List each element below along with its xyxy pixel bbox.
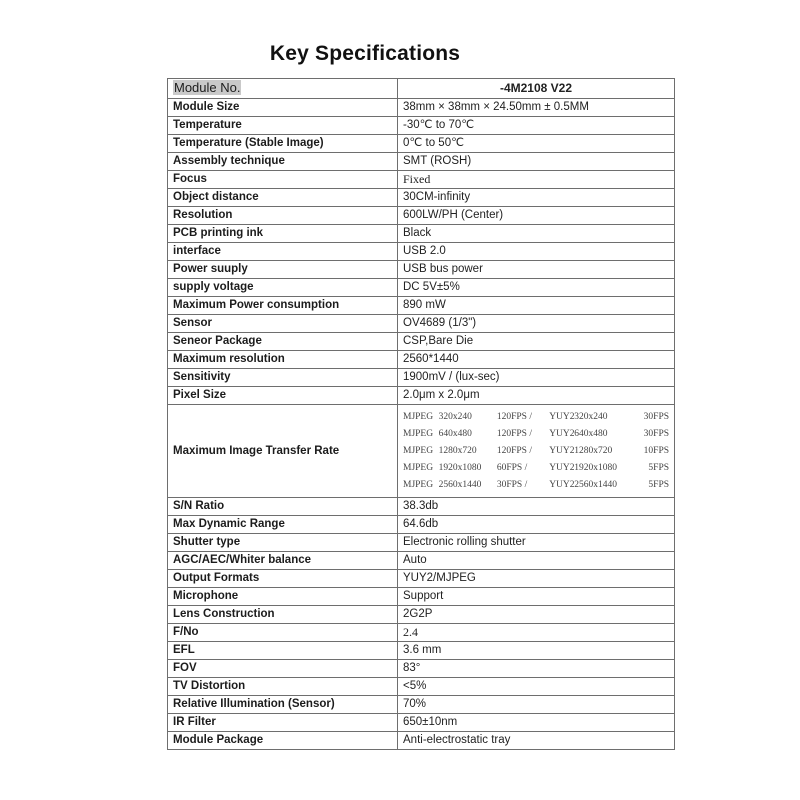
spec-value: YUY2/MJPEG: [398, 570, 675, 588]
spec-value: DC 5V±5%: [398, 279, 675, 297]
table-row: [168, 207, 675, 225]
table-row: [168, 333, 675, 351]
transfer-rate-value: [398, 405, 675, 498]
spec-label: Module Package: [168, 732, 398, 750]
module-no-label-text: Module No.: [174, 80, 241, 95]
spec-label: F/No: [168, 624, 398, 642]
format-b: YUY2: [549, 446, 575, 456]
table-row: [168, 351, 675, 369]
transfer-rate-line: [403, 477, 669, 494]
resolution-a: 1280x720: [438, 446, 477, 456]
format-b: YUY2: [549, 429, 575, 439]
spec-value: 2G2P: [398, 606, 675, 624]
spec-value: OV4689 (1/3"): [398, 315, 675, 333]
spec-value: 38.3db: [398, 498, 675, 516]
spec-value: 70%: [398, 696, 675, 714]
spec-label: Power suuply: [168, 261, 398, 279]
spec-value: 2560*1440: [398, 351, 675, 369]
table-row: [168, 588, 675, 606]
fps-b: 30FPS: [643, 429, 670, 439]
spec-value: Support: [398, 588, 675, 606]
spec-value: 2.0μm x 2.0μm: [398, 387, 675, 405]
spec-value: USB 2.0: [398, 243, 675, 261]
spec-label: Max Dynamic Range: [168, 516, 398, 534]
spec-value: 1900mV / (lux-sec): [398, 369, 675, 387]
spec-value: 890 mW: [398, 297, 675, 315]
table-header-row: [168, 79, 675, 99]
fps-b: 5FPS: [648, 480, 670, 490]
spec-value: CSP,Bare Die: [398, 333, 675, 351]
table-row: [168, 570, 675, 588]
table-row: [168, 243, 675, 261]
spec-label: Seneor Package: [168, 333, 398, 351]
spec-value: 0℃ to 50℃: [398, 135, 675, 153]
spec-label: Module Size: [168, 99, 398, 117]
table-row: [168, 225, 675, 243]
spec-value: Fixed: [398, 171, 675, 189]
resolution-b: 1280x720: [574, 446, 613, 456]
resolution-b: 320x240: [574, 412, 608, 422]
spec-label: Focus: [168, 171, 398, 189]
spec-value: Auto: [398, 552, 675, 570]
spec-label: Pixel Size: [168, 387, 398, 405]
table-row: [168, 279, 675, 297]
format-a: MJPEG: [403, 480, 434, 490]
fps-a: 120FPS /: [496, 412, 532, 422]
fps-a: 120FPS /: [496, 429, 532, 439]
transfer-rate-label: Maximum Image Transfer Rate: [168, 405, 398, 498]
spec-value: <5%: [398, 678, 675, 696]
module-no-label: [168, 79, 398, 99]
table-row: [168, 642, 675, 660]
spec-value: 30CM-infinity: [398, 189, 675, 207]
spec-label: TV Distortion: [168, 678, 398, 696]
format-a: MJPEG: [403, 446, 434, 456]
spec-label: S/N Ratio: [168, 498, 398, 516]
spec-label: IR Filter: [168, 714, 398, 732]
spec-value: 650±10nm: [398, 714, 675, 732]
transfer-rate-line: [403, 426, 669, 443]
format-a: MJPEG: [403, 463, 434, 473]
table-row: [168, 732, 675, 750]
table-row: [168, 534, 675, 552]
spec-label: Resolution: [168, 207, 398, 225]
resolution-a: 2560x1440: [438, 480, 482, 490]
table-row: [168, 171, 675, 189]
fps-a: 120FPS /: [496, 446, 532, 456]
table-row: [168, 315, 675, 333]
table-row: [168, 261, 675, 279]
table-row: [168, 387, 675, 405]
transfer-rate-list: [403, 408, 669, 494]
fps-a: 60FPS /: [496, 463, 528, 473]
spec-table: [167, 78, 675, 750]
spec-value: Anti-electrostatic tray: [398, 732, 675, 750]
spec-value: 64.6db: [398, 516, 675, 534]
table-row: [168, 153, 675, 171]
spec-value: 600LW/PH (Center): [398, 207, 675, 225]
spec-label: PCB printing ink: [168, 225, 398, 243]
resolution-b: 2560x1440: [574, 480, 617, 490]
spec-label: Assembly technique: [168, 153, 398, 171]
spec-label: Output Formats: [168, 570, 398, 588]
resolution-b: 1920x1080: [574, 463, 617, 473]
table-row: [168, 696, 675, 714]
spec-label: Shutter type: [168, 534, 398, 552]
spec-value: -30℃ to 70℃: [398, 117, 675, 135]
spec-label: Maximum resolution: [168, 351, 398, 369]
table-row: [168, 297, 675, 315]
transfer-rate-line: [403, 443, 669, 460]
resolution-a: 320x240: [438, 412, 472, 422]
transfer-rate-line: [403, 409, 669, 426]
spec-label: Maximum Power consumption: [168, 297, 398, 315]
spec-label: Sensitivity: [168, 369, 398, 387]
resolution-a: 1920x1080: [438, 463, 482, 473]
spec-label: EFL: [168, 642, 398, 660]
page-title: Key Specifications: [269, 42, 461, 65]
spec-label: Lens Construction: [168, 606, 398, 624]
spec-label: interface: [168, 243, 398, 261]
transfer-rate-line: [403, 460, 669, 477]
resolution-b: 640x480: [574, 429, 608, 439]
spec-label: Object distance: [168, 189, 398, 207]
format-b: YUY2: [549, 480, 575, 490]
format-a: MJPEG: [403, 412, 434, 422]
spec-value: Black: [398, 225, 675, 243]
spec-label: Sensor: [168, 315, 398, 333]
spec-label: AGC/AEC/Whiter balance: [168, 552, 398, 570]
table-row: [168, 714, 675, 732]
spec-value: 83°: [398, 660, 675, 678]
spec-value: USB bus power: [398, 261, 675, 279]
spec-value: Electronic rolling shutter: [398, 534, 675, 552]
module-no-value: -4M2108 V22: [398, 79, 675, 99]
spec-label: Temperature: [168, 117, 398, 135]
table-row: [168, 678, 675, 696]
table-row: [168, 624, 675, 642]
fps-a: 30FPS /: [496, 480, 528, 490]
transfer-rate-row: [168, 405, 675, 498]
table-row: [168, 117, 675, 135]
resolution-a: 640x480: [438, 429, 472, 439]
spec-label: Microphone: [168, 588, 398, 606]
fps-b: 30FPS: [643, 412, 670, 422]
fps-b: 5FPS: [648, 463, 670, 473]
table-row: [168, 516, 675, 534]
spec-label: FOV: [168, 660, 398, 678]
table-row: [168, 135, 675, 153]
table-row: [168, 606, 675, 624]
spec-label: Relative Illumination (Sensor): [168, 696, 398, 714]
spec-value: 3.6 mm: [398, 642, 675, 660]
spec-label: supply voltage: [168, 279, 398, 297]
spec-value: 2.4: [398, 624, 675, 642]
spec-value: 38mm × 38mm × 24.50mm ± 0.5MM: [398, 99, 675, 117]
format-a: MJPEG: [403, 429, 434, 439]
spec-label: Temperature (Stable Image): [168, 135, 398, 153]
format-b: YUY2: [549, 412, 575, 422]
fps-b: 10FPS: [643, 446, 670, 456]
table-row: [168, 552, 675, 570]
table-row: [168, 498, 675, 516]
table-row: [168, 660, 675, 678]
table-row: [168, 99, 675, 117]
spec-value: SMT (ROSH): [398, 153, 675, 171]
table-row: [168, 189, 675, 207]
table-row: [168, 369, 675, 387]
format-b: YUY2: [549, 463, 575, 473]
